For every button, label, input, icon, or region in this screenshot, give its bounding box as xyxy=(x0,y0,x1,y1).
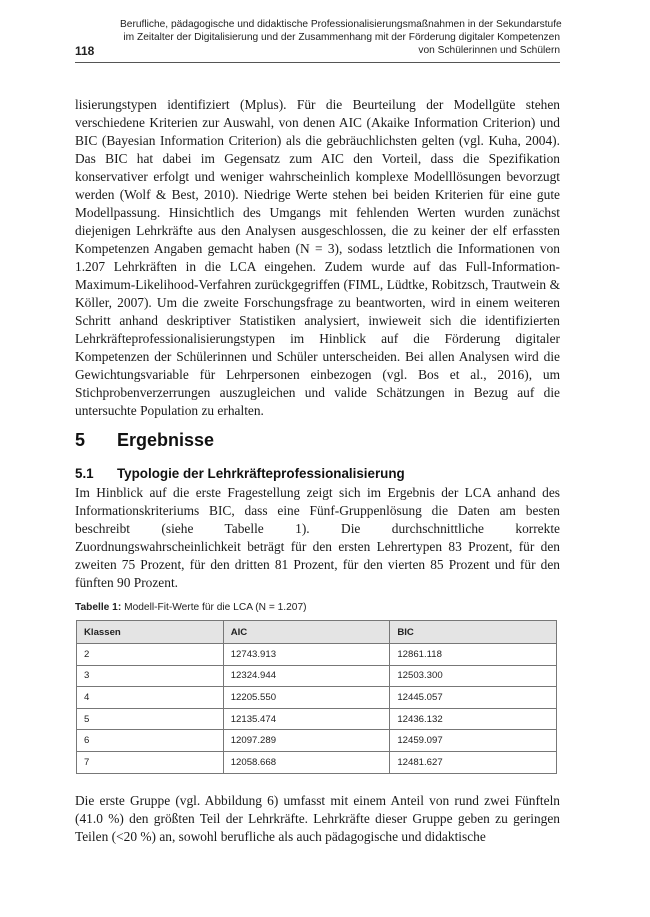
table-cell: 12135.474 xyxy=(223,708,390,730)
subsection-title: Typologie der Lehrkräfteprofessionalisierung xyxy=(117,466,405,481)
running-head-line-2: im Zeitalter der Digitalisierung und der Zusammenhang mit der Förderung digitaler Kompetenzen xyxy=(123,32,560,44)
table-cell: 12058.668 xyxy=(223,751,390,773)
table-cell: 12324.944 xyxy=(223,665,390,687)
subsection-number: 5.1 xyxy=(75,466,94,481)
paragraph-text: Im Hinblick auf die erste Fragestellung zeigt sich im Ergebnis der LCA anhand des Informationskriteriums BIC, dass eine Fünf-Gruppenlösung die Daten am besten beschreibt (siehe Tabelle 1). Die durchschnittliche korrekte Zuordnungswahrscheinlichkeit beträgt für den ersten Lehrertypen 83 Prozent, für den zweiten 75 Prozent, für den dritten 81 Prozent, für den vierten 85 Prozent und für den fünften 90 Prozent. xyxy=(75,485,560,590)
section-title: Ergebnisse xyxy=(117,430,215,450)
table-cell: 12097.289 xyxy=(223,730,390,752)
body-paragraph-3 xyxy=(75,792,560,846)
section-heading xyxy=(75,430,214,451)
table-cell: 5 xyxy=(77,708,224,730)
table-cell: 12743.913 xyxy=(223,644,390,666)
body-paragraph-2 xyxy=(75,484,560,592)
subsection-heading xyxy=(75,466,405,481)
column-header-bic: BIC xyxy=(390,621,557,644)
table-row xyxy=(77,730,557,752)
table-cell: 6 xyxy=(77,730,224,752)
table-cell: 12445.057 xyxy=(390,687,557,709)
page-number: 118 xyxy=(75,44,95,58)
table-cell: 2 xyxy=(77,644,224,666)
table-cell: 12436.132 xyxy=(390,708,557,730)
table-cell: 12205.550 xyxy=(223,687,390,709)
table-row xyxy=(77,687,557,709)
table-header-row xyxy=(77,621,557,644)
table-cell: 3 xyxy=(77,665,224,687)
running-head-line-3: von Schülerinnen und Schülern xyxy=(418,45,560,57)
table-cell: 12459.097 xyxy=(390,730,557,752)
table-row xyxy=(77,665,557,687)
table-caption-text: Modell-Fit-Werte für die LCA (N = 1.207) xyxy=(124,602,307,613)
header-rule xyxy=(75,62,560,63)
model-fit-table xyxy=(76,620,557,774)
table-row xyxy=(77,644,557,666)
body-paragraph-1 xyxy=(75,96,560,420)
running-head xyxy=(120,18,560,58)
table-row xyxy=(77,708,557,730)
paragraph-text: lisierungstypen identifiziert (Mplus). Für die Beurteilung der Modellgüte stehen verschiedene Kriterien zur Auswahl, von denen AIC (Akaike Information Criterion) und BIC (Bayesian Information Criterion) als die gebräuchlichsten gelten (vgl. Kuha, 2004). Das BIC hat dabei im Gegensatz zum AIC den Vorteil, dass die Spezifikation konservativer erfolgt und weniger wahrscheinlich komplexe Modelllösungen bevorzugt werden (Wolf & Best, 2010). Niedrige Werte stehen bei beiden Kriterien für eine gute Modellpassung. Hinsichtlich des Umgangs mit fehlenden Werten wurden zunächst diejenigen Lehrkräfte aus den Analysen ausgeschlossen, die zu keiner der elf erfassten Kompetenzen Angaben gemacht haben (N = 3), sodass letztlich die Informationen von 1.207 Lehrkräften in die LCA eingehen. Zudem wurde auf das Full-Information-Maximum-Likelihood-Verfahren zurückgegriffen (FIML, Lüdtke, Robitzsch, Trautwein & Köller, 2007). Um die zweite Forschungsfrage zu beantworten, wird in einem weiteren Schritt anhand deskriptiver Statistiken analysiert, inwieweit sich die identifizierten Lehrkräfteprofessionalisierungstypen im Hinblick auf die Förderung digitaler Kompetenzen der Schülerinnen und Schüler unterscheiden. Bei allen Analysen wird die Gewichtungsvariable für Lehrpersonen einbezogen (vgl. Bos et al., 2016), um Stichprobenverzerrungen auszugleichen und valide Schätzungen in Bezug auf die untersuchte Population zu erhalten. xyxy=(75,97,560,418)
table-cell: 12861.118 xyxy=(390,644,557,666)
column-header-aic: AIC xyxy=(223,621,390,644)
table-caption-label: Tabelle 1: xyxy=(75,602,122,613)
table-caption xyxy=(75,602,307,613)
table-cell: 12481.627 xyxy=(390,751,557,773)
running-head-line-1: Berufliche, pädagogische und didaktische Professionalisierungsmaßnahmen in der Sekundarstufe xyxy=(120,19,562,30)
table-cell: 12503.300 xyxy=(390,665,557,687)
section-number: 5 xyxy=(75,430,86,450)
table-row xyxy=(77,751,557,773)
table-cell: 4 xyxy=(77,687,224,709)
column-header-klassen: Klassen xyxy=(77,621,224,644)
table-cell: 7 xyxy=(77,751,224,773)
paragraph-text: Die erste Gruppe (vgl. Abbildung 6) umfasst mit einem Anteil von rund zwei Fünfteln (41.0 %) den größten Teil der Lehrkräfte. Lehrkräfte dieser Gruppe geben zu geringen Teilen (<20 %) an, sowohl berufliche als auch pädagogische und didaktische xyxy=(75,793,560,844)
